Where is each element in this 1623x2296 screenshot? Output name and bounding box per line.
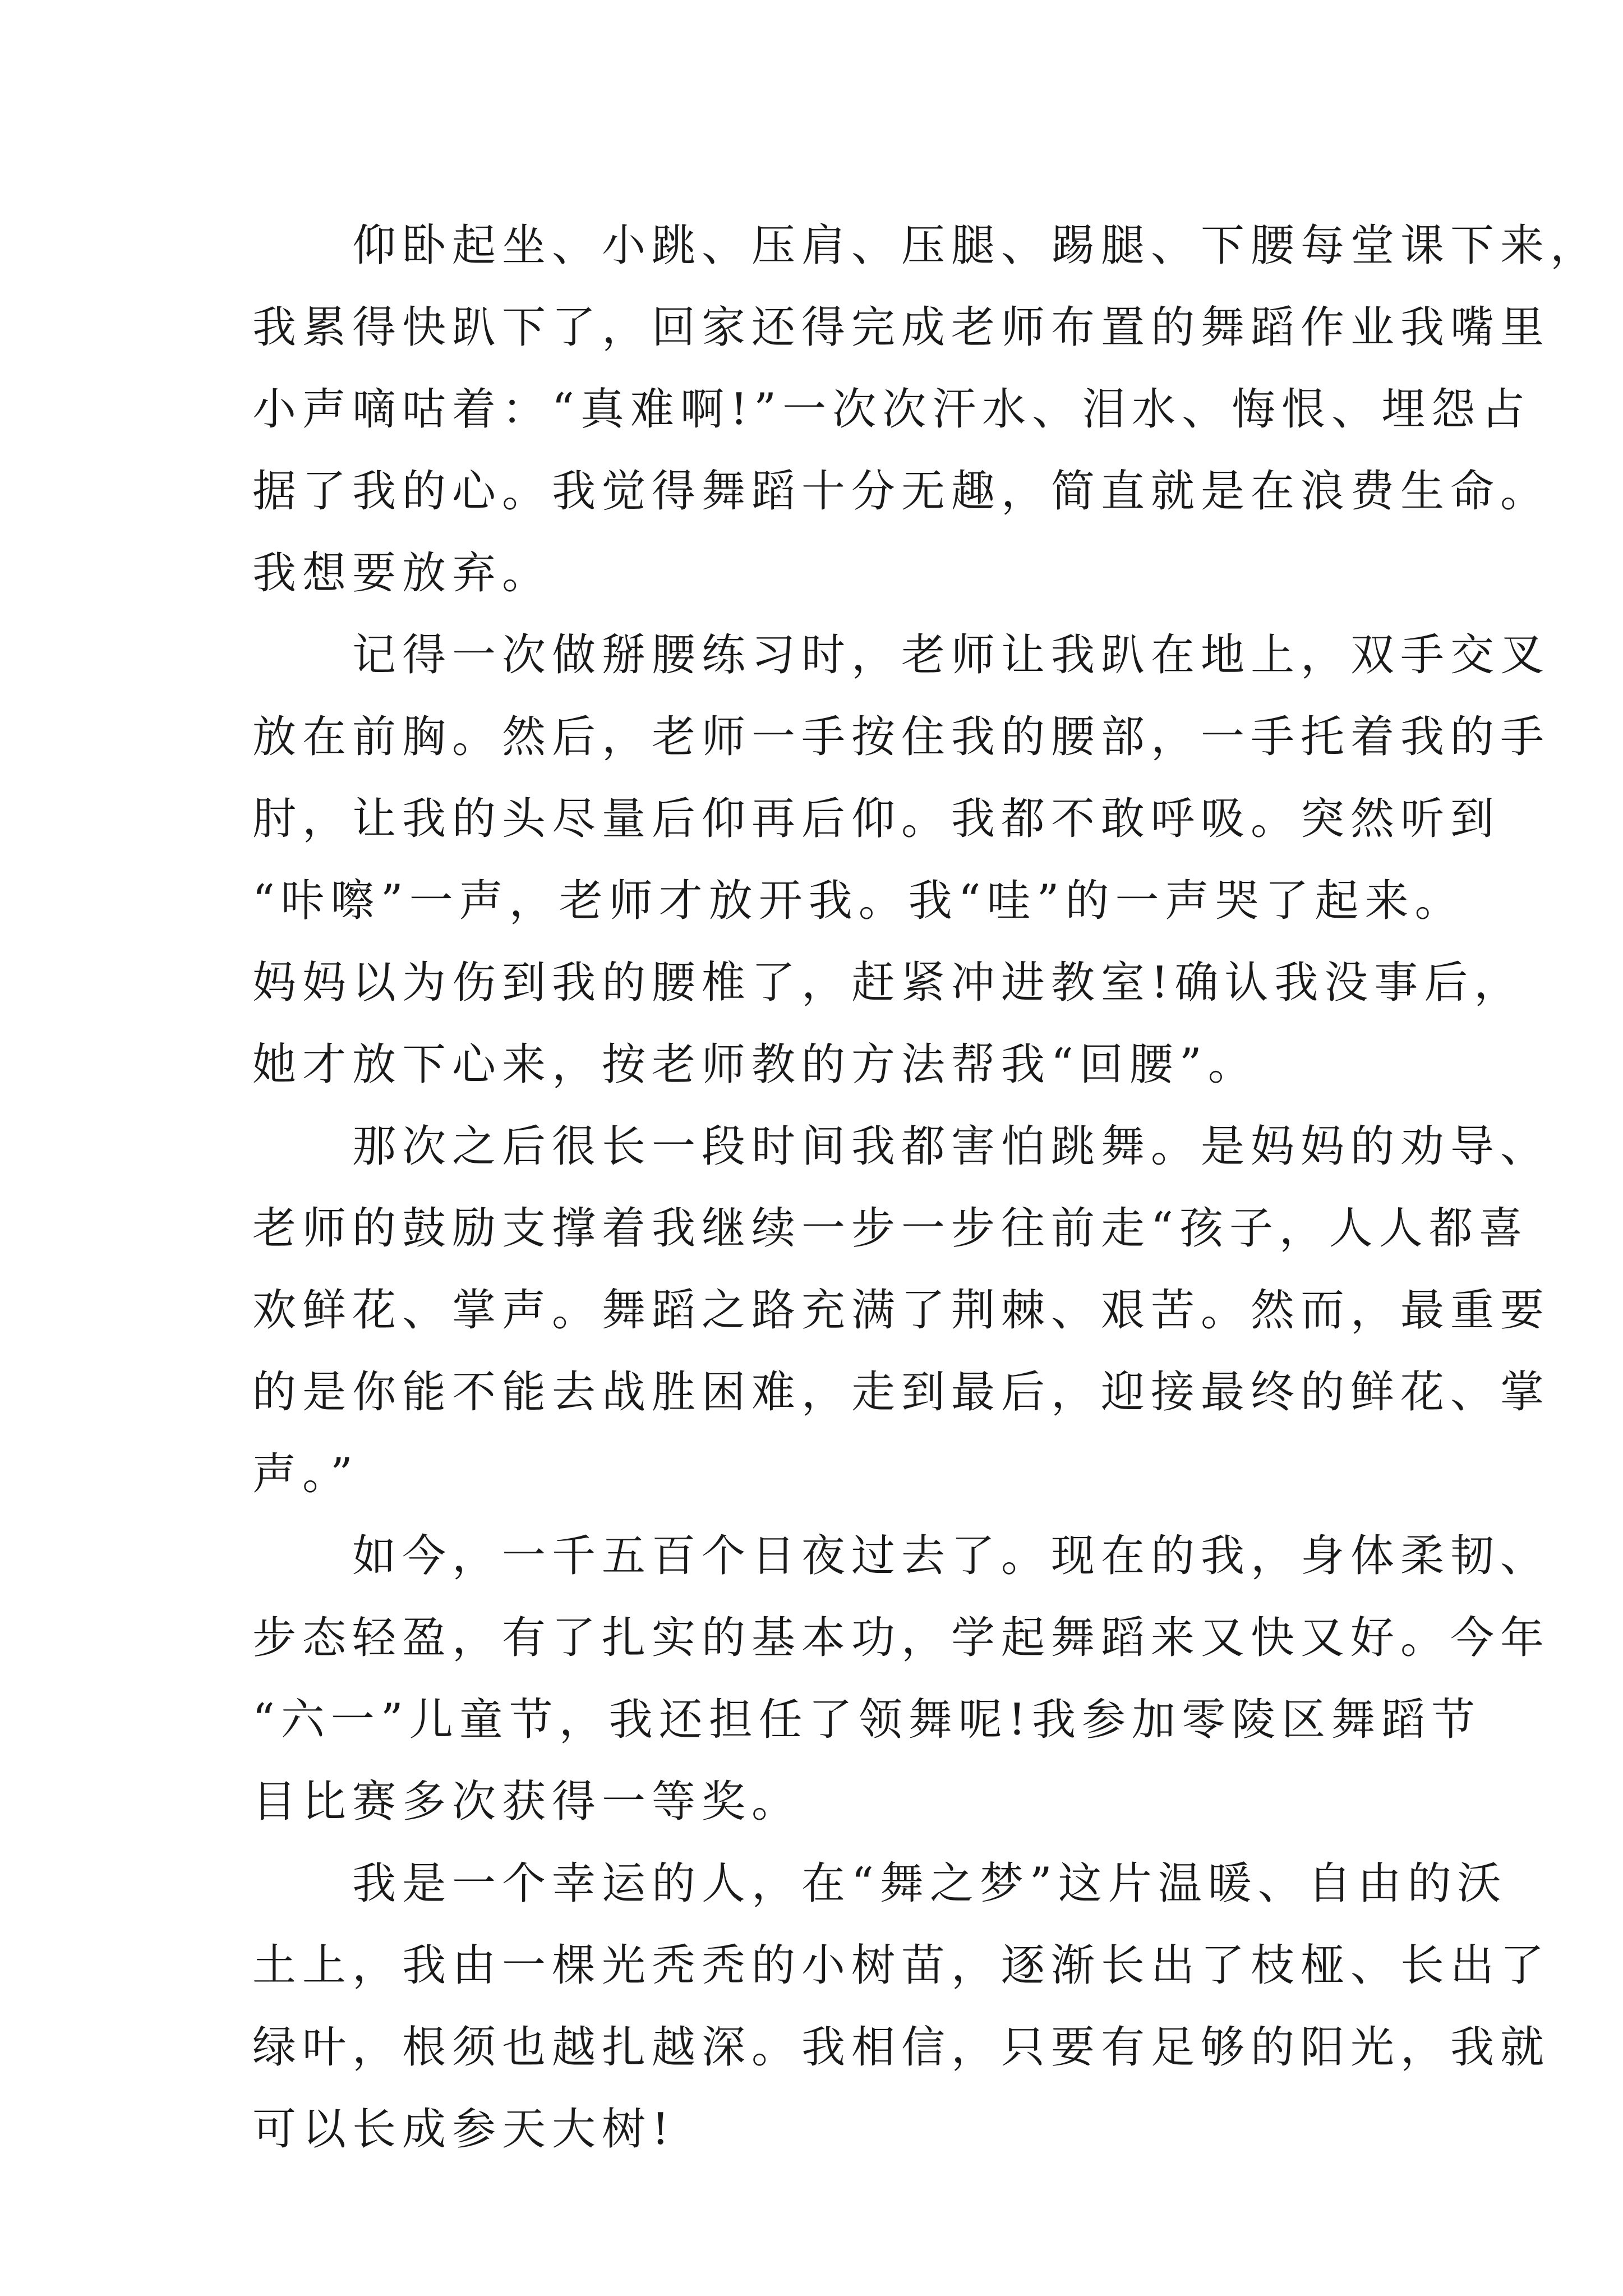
text-line: 仰卧起坐、小跳、压肩、压腿、踢腿、下腰每堂课下来， — [252, 220, 1601, 271]
text-line: 如今，一千五百个日夜过去了。现在的我，身体柔韧、 — [252, 1531, 1551, 1581]
text-line: 那次之后很长一段时间我都害怕跳舞。是妈妈的劝导、 — [252, 1121, 1551, 1172]
text-line: 我是一个幸运的人，在“舞之梦”这片温暖、自由的沃 — [252, 1858, 1507, 1909]
paragraph-3 — [252, 1106, 1551, 1515]
text-line: 小声嘀咕着：“真难啊!”一次次汗水、泪水、悔恨、埋怨占 — [252, 384, 1532, 435]
text-line: 我想要放弃。 — [252, 548, 552, 599]
paragraph-2 — [252, 614, 1551, 1106]
document-body — [252, 205, 1601, 2170]
text-line: 目比赛多次获得一等奖。 — [252, 1777, 802, 1827]
text-line: 绿叶，根须也越扎越深。我相信，只要有足够的阳光，我就 — [252, 2022, 1551, 2073]
text-line: 声。” — [252, 1449, 359, 1499]
text-line: 土上，我由一棵光秃秃的小树苗，逐渐长出了枝桠、长出了 — [252, 1940, 1551, 1991]
text-line: 老师的鼓励支撑着我继续一步一步往前走“孩子，人人都喜 — [252, 1203, 1529, 1254]
paragraph-4 — [252, 1515, 1551, 1843]
text-line: 步态轻盈，有了扎实的基本功，学起舞蹈来又快又好。今年 — [252, 1613, 1551, 1663]
text-line: “六一”儿童节，我还担任了领舞呢!我参加零陵区舞蹈节 — [252, 1695, 1482, 1745]
text-line: 我累得快趴下了，回家还得完成老师布置的舞蹈作业我嘴里 — [252, 302, 1551, 353]
paragraph-1 — [252, 205, 1601, 614]
text-line: 她才放下心来，按老师教的方法帮我“回腰”。 — [252, 1039, 1258, 1090]
text-line: 的是你能不能去战胜困难，走到最后，迎接最终的鲜花、掌 — [252, 1367, 1551, 1418]
text-line: 放在前胸。然后，老师一手按住我的腰部，一手托着我的手 — [252, 712, 1551, 762]
text-line: 可以长成参天大树! — [252, 2104, 676, 2155]
text-line: 据了我的心。我觉得舞蹈十分无趣，简直就是在浪费生命。 — [252, 466, 1551, 517]
paragraph-5 — [252, 1843, 1551, 2170]
text-line: 记得一次做掰腰练习时，老师让我趴在地上，双手交叉 — [252, 630, 1551, 680]
text-line: 肘，让我的头尽量后仰再后仰。我都不敢呼吸。突然听到 — [252, 794, 1501, 844]
text-line: 欢鲜花、掌声。舞蹈之路充满了荆棘、艰苦。然而，最重要 — [252, 1285, 1551, 1336]
text-line: 妈妈以为伤到我的腰椎了，赶紧冲进教室!确认我没事后， — [252, 958, 1524, 1008]
text-line: “咔嚓”一声，老师才放开我。我“哇”的一声哭了起来。 — [252, 876, 1465, 926]
